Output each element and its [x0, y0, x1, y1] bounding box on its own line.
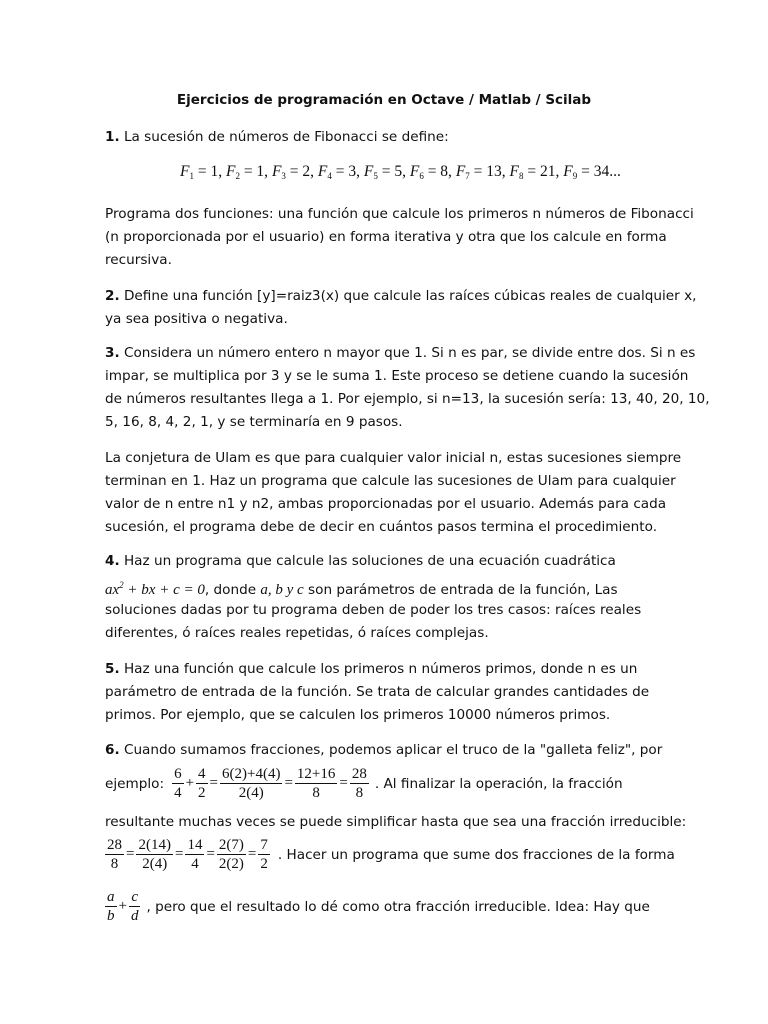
ex2-line-1: 2. Define una función [y]=raiz3(x) que calcule las raíces cúbicas reales de cualquier x, [105, 288, 697, 304]
fib-term: F [509, 163, 519, 180]
fraction: $\frac{6(2)+4(4)}{2(4)}$ [222, 766, 281, 801]
ex6-general-form: $\frac{a}{b}$ + $\frac{c}{d}$ , pero que el resultado lo dé como otra fracción irreducible. Idea: Hay que [107, 889, 650, 924]
ex1-line-2: (n proporcionada por el usuario) en forma iterativa y otra que los calcule en forma [105, 229, 667, 245]
fib-term: F [455, 163, 466, 180]
ex3-line-3: de números resultantes llega a 1. Por ejemplo, si n=13, la sucesión sería: 13, 40, 20, 10, [105, 391, 710, 407]
ex3-para2-line-2: terminan en 1. Haz un programa que calcule las sucesiones de Ulam para cualquier [105, 473, 676, 489]
fraction: $\frac{a}{b}$ [107, 889, 115, 924]
ex1-line-1: Programa dos funciones: una función que calcule los primeros n números de Fibonacci [105, 206, 694, 222]
fraction: $\frac{4}{2}$ [198, 766, 206, 801]
fraction: $\frac{6}{4}$ [174, 766, 182, 801]
ex6-simplification: $\frac{28}{8}$ = $\frac{2(14)}{2(4)}$ = $\frac{14}{4}$ = $\frac{2(7)}{2(2)}$ = $\frac{7}{2}$ . Hacer un programa que sume dos fracciones de la forma [107, 837, 675, 872]
ex5-number: 5. [105, 661, 120, 677]
ex4-line-4: diferentes, ó raíces reales repetidas, ó raíces complejas. [105, 625, 489, 641]
parameter-vars: a, b y c [260, 582, 304, 598]
fraction: $\frac{2(7)}{2(2)}$ [218, 837, 244, 872]
ex5-line-3: primos. Por ejemplo, que se calculen los primeros 10000 números primos. [105, 707, 611, 723]
fraction: $\frac{7}{2}$ [260, 837, 268, 872]
ex3-line-1: 3. Considera un número entero n mayor que 1. Si n es par, se divide entre dos. Si n es [105, 345, 696, 361]
ex3-line-4: 5, 16, 8, 4, 2, 1, y se terminaría en 9 pasos. [105, 414, 403, 430]
ex6-number: 6. [105, 742, 120, 758]
ex1-intro: 1. La sucesión de números de Fibonacci se define: [105, 129, 449, 145]
ex1-line-3: recursiva. [105, 252, 172, 268]
ex6-fraction-example: ejemplo: $\frac{6}{4}$ + $\frac{4}{2}$ = $\frac{6(2)+4(4)}{2(4)}$ = $\frac{12+16}{8}$ = $\frac{28}{8}$ . Al finalizar la operación, la fracción [105, 766, 623, 801]
ex2-number: 2. [105, 288, 120, 304]
ex2-line-2: ya sea positiva o negativa. [105, 311, 288, 327]
fraction: $\frac{12+16}{8}$ [296, 766, 336, 801]
document-title: Ejercicios de programación en Octave / Matlab / Scilab [176, 92, 592, 108]
ex5-line-1: 5. Haz una función que calcule los primeros n números primos, donde n es un [105, 661, 638, 677]
fibonacci-equation: $F_1 = 1$, $F_2 = 1$, $F_3 = 2$, $F_4 = 3$, $F_5 = 5$, $F_6 = 8$, $F_7 = 13$, $F_8 = 21$, $F_9 = 34$... [180, 163, 621, 181]
fraction: $\frac{28}{8}$ [351, 766, 367, 801]
quadratic-equation: $ax^2$ + bx + c = 0 [105, 580, 205, 598]
fib-term: F [317, 163, 328, 180]
ex5-line-2: parámetro de entrada de la función. Se trata de calcular grandes cantidades de [105, 684, 650, 700]
fib-term: F [409, 163, 420, 180]
fraction: $\frac{14}{4}$ [187, 837, 203, 872]
fraction: $\frac{c}{d}$ [130, 889, 139, 924]
fraction: $\frac{2(14)}{2(4)}$ [138, 837, 171, 872]
ex3-number: 3. [105, 345, 120, 361]
ex1-number: 1. [105, 129, 120, 145]
ex4-line-3: soluciones dadas por tu programa deben de poder los tres casos: raíces reales [105, 602, 642, 618]
fraction: $\frac{28}{8}$ [107, 837, 122, 872]
ex3-para2-line-4: sucesión, el programa debe de decir en cuántos pasos termina el procedimiento. [105, 519, 658, 535]
ex3-para2-line-1: La conjetura de Ulam es que para cualquier valor inicial n, estas sucesiones siempre [105, 450, 682, 466]
fib-term: F [225, 163, 236, 180]
ex4-number: 4. [105, 553, 120, 569]
ex4-line-1: 4. Haz un programa que calcule las soluciones de una ecuación cuadrática [105, 553, 616, 569]
ex3-para2-line-3: valor de n entre n1 y n2, ambas proporcionadas por el usuario. Además para cada [105, 496, 667, 512]
fib-term: F [563, 163, 573, 180]
ex6-line-3: resultante muchas veces se puede simplificar hasta que sea una fracción irreducible: [105, 814, 687, 830]
fib-term: F [363, 163, 374, 180]
fib-term: F [271, 163, 282, 180]
ex6-line-1: 6. Cuando sumamos fracciones, podemos aplicar el truco de la "galleta feliz", por [105, 742, 663, 758]
ex3-line-2: impar, se multiplica por 3 y se le suma 1. Este proceso se detiene cuando la sucesión [105, 368, 689, 384]
ex4-line-2: $ax^2$ + bx + c = 0, donde a, b y c son parámetros de entrada de la función, Las [105, 580, 618, 598]
fib-term: F [180, 163, 190, 180]
